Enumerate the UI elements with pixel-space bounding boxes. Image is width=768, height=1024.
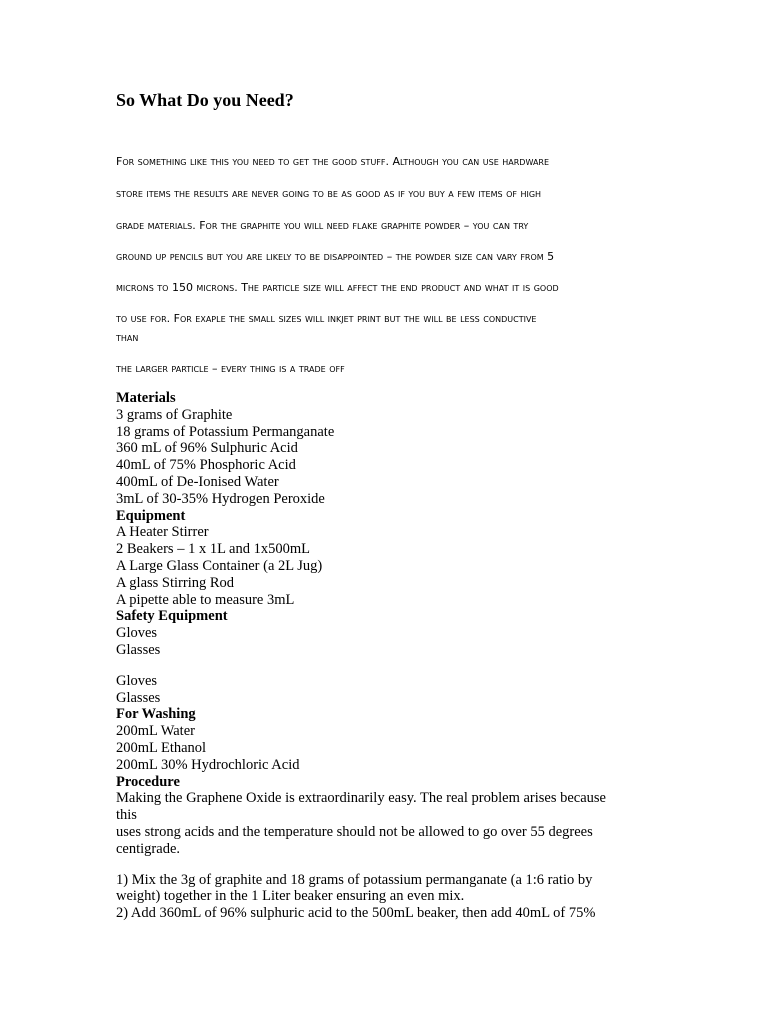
washing-item: 200mL Ethanol bbox=[116, 739, 207, 756]
procedure-intro-line: Making the Graphene Oxide is extraordinarily easy. The real problem arises because bbox=[116, 790, 606, 807]
material-item: 3 grams of Graphite bbox=[116, 406, 233, 423]
intro-line: microns to 150 microns. The particle size will affect the end product and what it is good bbox=[116, 281, 559, 294]
material-item: 40mL of 75% Phosphoric Acid bbox=[116, 457, 296, 474]
procedure-step-line: weight) together in the 1 Liter beaker ensuring an even mix. bbox=[116, 888, 465, 905]
equipment-item: A Large Glass Container (a 2L Jug) bbox=[116, 557, 323, 574]
procedure-intro-line: this bbox=[116, 807, 137, 824]
equipment-item: A glass Stirring Rod bbox=[116, 574, 235, 591]
safety-heading: Safety Equipment bbox=[116, 608, 228, 625]
safety-item: Glasses bbox=[116, 641, 161, 658]
procedure-step-line: 1) Mix the 3g of graphite and 18 grams of potassium permanganate (a 1:6 ratio by bbox=[116, 871, 593, 888]
safety-item: Glasses bbox=[116, 689, 161, 706]
page-title: So What Do you Need? bbox=[116, 90, 294, 110]
intro-line: grade materials. For the graphite you will need flake graphite powder – you can try bbox=[116, 219, 529, 232]
paragraph-gap bbox=[116, 659, 656, 673]
procedure-step-line: 2) Add 360mL of 96% sulphuric acid to the 500mL beaker, then add 40mL of 75% bbox=[116, 905, 596, 922]
document-body bbox=[116, 390, 656, 922]
equipment-heading: Equipment bbox=[116, 507, 186, 524]
intro-line: For something like this you need to get the good stuff. Although you can use hardware bbox=[116, 155, 550, 168]
safety-item: Gloves bbox=[116, 625, 158, 642]
intro-line: to use for. For exaple the small sizes will inkjet print but the will be less conductive bbox=[116, 312, 537, 325]
material-item: 3mL of 30-35% Hydrogen Peroxide bbox=[116, 490, 325, 507]
equipment-item: A pipette able to measure 3mL bbox=[116, 591, 295, 608]
washing-item: 200mL Water bbox=[116, 723, 195, 740]
washing-item: 200mL 30% Hydrochloric Acid bbox=[116, 756, 300, 773]
intro-line: the larger particle – every thing is a trade off bbox=[116, 362, 345, 375]
material-item: 400mL of De-Ionised Water bbox=[116, 473, 279, 490]
safety-item: Gloves bbox=[116, 672, 158, 689]
procedure-heading: Procedure bbox=[116, 773, 180, 790]
materials-heading: Materials bbox=[116, 390, 176, 406]
intro-line: ground up pencils but you are likely to be disappointed – the powder size can vary from 5 bbox=[116, 250, 555, 263]
paragraph-gap bbox=[116, 858, 656, 872]
intro-line: than bbox=[116, 331, 139, 344]
procedure-intro-line: centigrade. bbox=[116, 840, 181, 857]
washing-heading: For Washing bbox=[116, 706, 196, 723]
equipment-item: A Heater Stirrer bbox=[116, 524, 209, 541]
equipment-item: 2 Beakers – 1 x 1L and 1x500mL bbox=[116, 541, 310, 558]
procedure-intro-line: uses strong acids and the temperature should not be allowed to go over 55 degrees bbox=[116, 823, 593, 840]
intro-line: store items the results are never going to be as good as if you buy a few items of high bbox=[116, 187, 542, 200]
material-item: 18 grams of Potassium Permanganate bbox=[116, 423, 335, 440]
material-item: 360 mL of 96% Sulphuric Acid bbox=[116, 440, 298, 457]
